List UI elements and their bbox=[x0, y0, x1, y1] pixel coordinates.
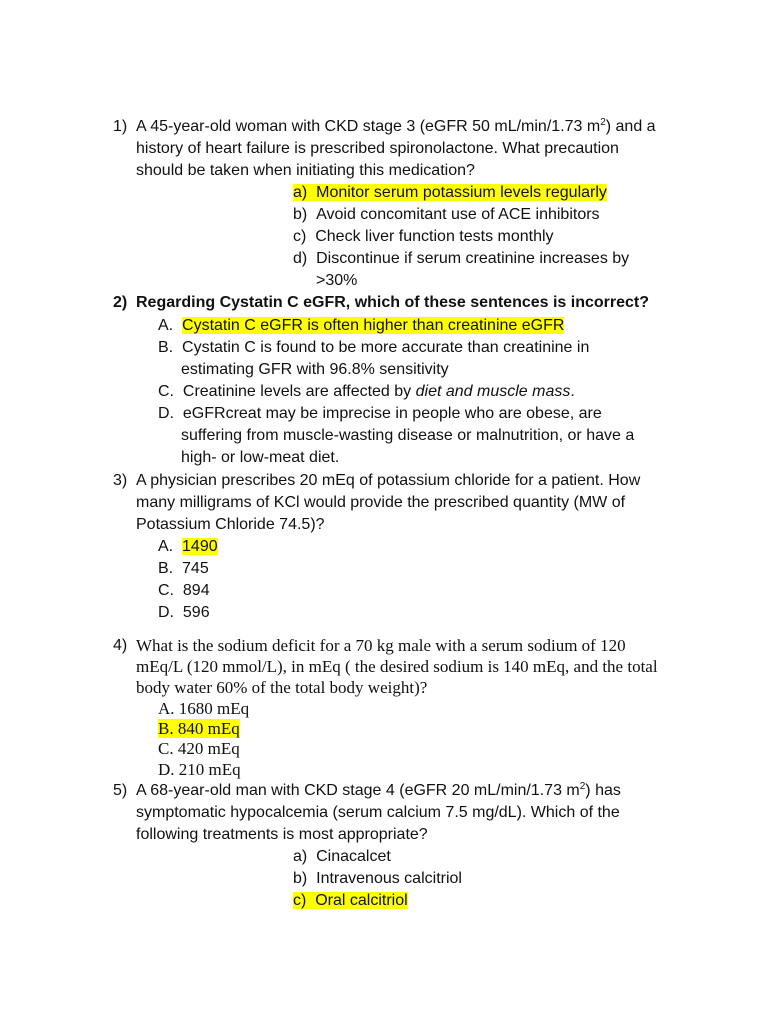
q2-option-c: C. Creatinine levels are affected by diet and muscle mass. bbox=[158, 383, 575, 400]
q3-option-a: A. 1490 bbox=[158, 538, 218, 555]
q4-number: 4) bbox=[113, 637, 128, 654]
q4-option-c: C. 420 mEq bbox=[158, 739, 240, 758]
q2-option-b-cont: estimating GFR with 96.8% sensitivity bbox=[181, 361, 449, 378]
q1-number: 1) bbox=[113, 118, 128, 135]
q3-option-c: C. 894 bbox=[158, 582, 210, 599]
q3-option-b: B. 745 bbox=[158, 560, 209, 577]
q3-text-line-1: A physician prescribes 20 mEq of potassium chloride for a patient. How bbox=[136, 472, 641, 489]
q5-text-line-3: following treatments is most appropriate? bbox=[136, 826, 428, 843]
q5-option-c: c) Oral calcitriol bbox=[293, 892, 408, 909]
q4-option-b: B. 840 mEq bbox=[158, 719, 240, 738]
q2-option-b: B. Cystatin C is found to be more accurate than creatinine in bbox=[158, 339, 590, 356]
q3-number: 3) bbox=[113, 472, 128, 489]
q1-option-d: d) Discontinue if serum creatinine increases by bbox=[293, 250, 630, 267]
q4-option-d: D. 210 mEq bbox=[158, 760, 241, 779]
q5-option-b: b) Intravenous calcitriol bbox=[293, 870, 462, 887]
q2-option-d-cont-1: suffering from muscle-wasting disease or malnutrition, or have a bbox=[181, 427, 635, 444]
q5-text-line-1: A 68-year-old man with CKD stage 4 (eGFR 20 mL/min/1.73 $m^2$) has bbox=[136, 781, 621, 799]
q2-number: 2) bbox=[113, 294, 128, 311]
q3-option-d: D. 596 bbox=[158, 604, 210, 621]
q1-option-d-cont: >30% bbox=[316, 272, 358, 289]
q2-text: Regarding Cystatin C eGFR, which of these sentences is incorrect? bbox=[136, 294, 650, 311]
q4-option-a: A. 1680 mEq bbox=[158, 699, 250, 718]
q5-option-a: a) Cinacalcet bbox=[293, 848, 391, 865]
q1-option-c: c) Check liver function tests monthly bbox=[293, 228, 554, 245]
q1-option-b: b) Avoid concomitant use of ACE inhibitors bbox=[293, 206, 600, 223]
q5-number: 5) bbox=[113, 782, 128, 799]
q1-text-line-2: history of heart failure is prescribed spironolactone. What precaution bbox=[136, 140, 619, 157]
q3-text-line-3: Potassium Chloride 74.5)? bbox=[136, 516, 325, 533]
q4-text-line-1: What is the sodium deficit for a 70 kg male with a serum sodium of 120 bbox=[136, 636, 626, 655]
q4-text-line-3: body water 60% of the total body weight)? bbox=[136, 678, 428, 697]
q4-text-line-2: mEq/L (120 mmol/L), in mEq ( the desired sodium is 140 mEq, and the total bbox=[136, 657, 658, 676]
q3-text-line-2: many milligrams of KCl would provide the prescribed quantity (MW of bbox=[136, 494, 626, 511]
q1-text-line-1: A 45-year-old woman with CKD stage 3 (eGFR 50 mL/min/1.73 $m^2$) and a bbox=[136, 117, 656, 135]
q2-option-d-cont-2: high- or low-meat diet. bbox=[181, 449, 340, 466]
q2-option-d: D. eGFRcreat may be imprecise in people who are obese, are bbox=[158, 405, 602, 422]
q1-text-line-3: should be taken when initiating this medication? bbox=[136, 162, 475, 179]
q5-text-line-2: symptomatic hypocalcemia (serum calcium 7.5 mg/dL). Which of the bbox=[136, 804, 620, 821]
q1-option-a: a) Monitor serum potassium levels regularly bbox=[293, 184, 607, 201]
q2-option-a: A. Cystatin C eGFR is often higher than creatinine eGFR bbox=[158, 317, 565, 334]
